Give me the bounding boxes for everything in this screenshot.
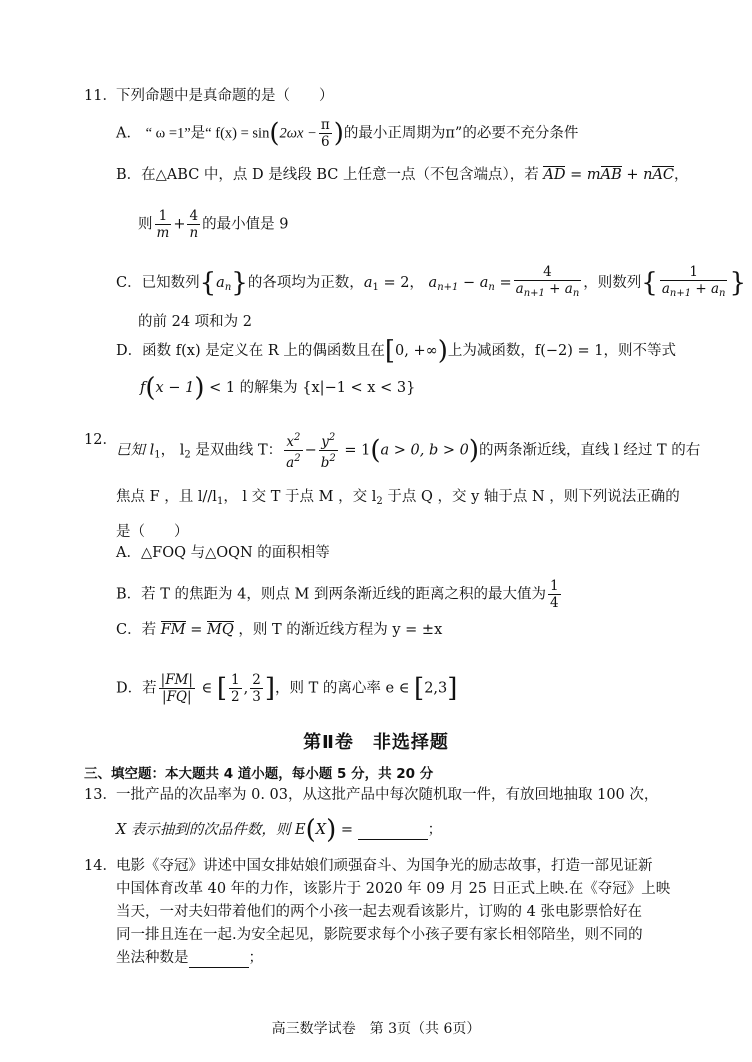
- q12-b-f-num: 1: [549, 578, 559, 594]
- q12-y2-exp: 2: [328, 432, 336, 443]
- q12-d-i-den1: 2: [231, 689, 240, 705]
- q14-number: 14．: [84, 858, 117, 874]
- q11-b-f1-num: 1: [155, 208, 172, 225]
- q11-b-vec-ad: AD: [543, 167, 566, 183]
- q12-d-i-den2: 3: [252, 689, 261, 705]
- q12-b2-exp: 2: [329, 453, 336, 464]
- q11-b-plus2: +: [173, 216, 186, 233]
- q13-line2-end: ；: [427, 822, 443, 838]
- q11-d-ineq-pre: f: [140, 380, 146, 396]
- q12-x2-exp: 2: [293, 432, 301, 443]
- part2-heading: 三、填空题：本大题共 4 道小题，每小题 5 分，共 20 分: [84, 766, 434, 782]
- q11-a-label: A．: [116, 125, 141, 142]
- q11-d-text2: 上为减函数，f(−2) = 1，则不等式: [447, 343, 676, 359]
- q12-c-label: C．: [116, 622, 142, 638]
- q11-b-comma: ，: [674, 167, 689, 183]
- q11-c-text2: 的各项均为正数，: [247, 275, 364, 291]
- q11-b-vec-ab: AB: [600, 167, 622, 183]
- q11-c-diff-sub2: n: [488, 282, 495, 293]
- q11-option-a: A． “ ω =1”是“ f(x) = sin(2ωx − $\frac{\pi}{6}$ )的最小正周期为π”的必要不充分条件: [116, 117, 579, 150]
- q11-b-text2-pre: 则: [138, 216, 153, 233]
- q11-d-text1: 函数 f(x) 是定义在 R 上的偶函数且在: [142, 343, 385, 359]
- q11-a-pre: “ ω =1”是“ f(x) = sin: [145, 125, 270, 142]
- q12-option-b: [116, 578, 563, 611]
- q12-b2: b: [320, 455, 330, 471]
- q11-c-seq2-den-sub1: n+1: [669, 288, 692, 299]
- q12-a-label: A．: [116, 545, 141, 561]
- q11-c-a1-sub: 1: [372, 282, 379, 293]
- q11-b-f1-den: m: [156, 225, 170, 241]
- q11-d-ineq-post: < 1 的解集为 {x|−1 < x < 3}: [204, 380, 416, 396]
- q12-x2: x: [286, 434, 294, 450]
- q12-b-f-den: 4: [549, 595, 559, 611]
- q11-c-seq: a: [216, 275, 225, 291]
- q14-line5: [116, 948, 263, 968]
- q12-b-label: B．: [116, 586, 142, 603]
- page-footer: 高三数学试卷 第 3页（共 6页）: [271, 1021, 481, 1037]
- q12-c-post: ，则 T 的渐近线方程为 y = ±x: [233, 622, 443, 638]
- q11-option-b-line1: [116, 165, 689, 185]
- q12-option-d: D．若 $\frac{|FM|}{|FQ|}$ ∈ [ $\frac{1}{2}$ , $\frac{2}{3}$ ]，则 T 的离心率 e ∈ [2,3]: [116, 672, 458, 705]
- q13-line2: X 表示抽到的次品件数，则 E(X) = ；: [116, 815, 443, 845]
- q11-a-frac-den: 6: [320, 134, 330, 150]
- q11-option-b-line2: [138, 208, 289, 241]
- q11-d-label: D．: [116, 343, 143, 359]
- q11-c-frac-den-a: a: [515, 281, 524, 297]
- part2-title: 第Ⅱ卷 非选择题: [303, 732, 449, 753]
- q12-d-in: ∈: [196, 680, 217, 697]
- q12-a2-exp: 2: [294, 453, 301, 464]
- q11-c-diff-sub1: n+1: [437, 282, 459, 293]
- q11-option-d-line2: f(x − 1) < 1 的解集为 {x|−1 < x < 3}: [140, 373, 416, 403]
- q11-stem: 下列命题中是真命题的是（ ）: [116, 88, 334, 104]
- q14-line5-end: ；: [248, 950, 263, 966]
- q14-line5-pre: 坐法种数是: [116, 950, 189, 966]
- q11-option-d-line1: D．函数 f(x) 是定义在 R 上的偶函数且在[0, +∞)上为减函数，f(−2) = 1，则不等式: [116, 336, 676, 366]
- q13-answer-blank: [358, 825, 428, 840]
- q11-a-post: 的最小正周期为π”的必要不充分条件: [343, 125, 579, 142]
- q11-b-text1: 在△ABC 中，点 D 是线段 BC 上任意一点（不包含端点），若: [141, 167, 544, 183]
- q14-line3: 当天，一对夫妇带着他们的两个小孩一起去观看该影片，订购的 4 张电影票恰好在: [116, 904, 642, 920]
- q11-c-diff-eq: =: [494, 275, 512, 291]
- q12-line1: 已知 $l_1$， $l_2$ 是双曲线 T： $\frac{x^2}{a^2}$ − $\frac{y^2}{b^2}$ = 1(a > 0, b > 0)的两条渐近线，直线 l 经过 T 的右: [116, 432, 701, 471]
- q11-c-label: C．: [116, 275, 142, 291]
- q11-c-frac-den-sub2: n: [572, 288, 580, 299]
- q11-number: 11．: [84, 88, 117, 104]
- q12-d-i-num2: 2: [252, 672, 261, 688]
- q11-c-frac-num: 4: [514, 264, 582, 281]
- q11-c-a1: a: [363, 275, 373, 291]
- q13-line2-eq: =: [336, 822, 358, 838]
- q12-d-f-den: |FQ|: [162, 689, 192, 705]
- q12-text3: 是（ ）: [116, 524, 189, 540]
- q11-d-interval: 0, +∞: [395, 343, 438, 359]
- q12-line2: [116, 487, 680, 512]
- q11-c-seq2-den-sub2: n: [719, 288, 726, 299]
- q13-number: 13．: [84, 787, 117, 803]
- q11-c-seq2-num: 1: [660, 264, 728, 281]
- q11-c-a1-eq: = 2，: [378, 275, 424, 291]
- q11-c-text4: 的前 24 项和为 2: [138, 314, 253, 330]
- q11-c-text1: 已知数列: [141, 275, 200, 291]
- q12-y2: y: [321, 434, 329, 450]
- q12-text1b: ， l: [160, 442, 185, 459]
- q11-option-c-line1: C．已知数列$\{a_n\}$的各项均为正数，$a_1 = 2$， $a_{n+1} - a_n$ = $\frac{4}{a_{n+1} + a_n}$ ，则数列{ $\frac{1}{a_{n+1} + a_n}$ }: [116, 264, 747, 299]
- q11-c-seq2-den-a: a: [661, 281, 670, 297]
- q12-text2: 焦点 F ，且 l//l: [116, 489, 217, 505]
- q11-a-frac-num: π: [320, 117, 330, 133]
- q11-c-frac-den-sub1: n+1: [523, 288, 545, 299]
- q11-b-eq: = m: [565, 167, 601, 183]
- q11-c-seq-sub: n: [224, 282, 232, 293]
- q11-c-seq2-den-plus: + a: [691, 281, 720, 297]
- q11-b-label: B．: [116, 167, 142, 183]
- q13-line2-pre: X 表示抽到的次品件数，则 E: [116, 822, 306, 838]
- q11-b-text2-post: 的最小值是 9: [202, 216, 289, 233]
- q11-b-plus: + n: [621, 167, 653, 183]
- q12-text1a: 已知 l: [116, 442, 155, 459]
- q12-text1b-sub: 2: [184, 449, 191, 461]
- q13-line2-arg: X: [315, 822, 327, 838]
- q12-d-i-num1: 1: [231, 672, 240, 688]
- q12-b-text: 若 T 的焦距为 4，则点 M 到两条渐近线的距离之积的最大值为: [141, 586, 546, 603]
- q12-d-post: ，则 T 的离心率 e ∈: [275, 680, 415, 697]
- q12-d-pre: 若: [142, 680, 157, 697]
- q12-text1c: 是双曲线 T：: [190, 442, 283, 459]
- q12-a2: a: [286, 455, 295, 471]
- q12-number: 12．: [84, 432, 117, 448]
- q11-a-arg: 2ωx −: [279, 125, 317, 142]
- q12-c-vec1: FM: [160, 622, 186, 638]
- q12-eq-one: = 1: [339, 442, 371, 459]
- q12-option-c: [116, 620, 442, 640]
- q12-option-a: [116, 543, 330, 563]
- q12-d-label: D．: [116, 680, 143, 697]
- q12-text2b-sub: 2: [376, 496, 383, 507]
- q13-line1: 一批产品的次品率为 0. 03，从这批产品中每次随机取一件，有放回地抽取 100 次，: [116, 787, 659, 803]
- q14-line2: 中国体育改革 40 年的力作，该影片于 2020 年 09 月 25 日正式上映.在《夺冠》上映: [116, 881, 671, 897]
- q12-text1d: 的两条渐近线，直线 l 经过 T 的右: [479, 442, 701, 459]
- q12-text2c: 于点 Q ，交 y 轴于点 N ，则下列说法正确的: [382, 489, 680, 505]
- q14-answer-blank: [189, 953, 249, 968]
- q12-text1a-sub: 1: [154, 449, 161, 461]
- q12-c-eq: =: [185, 622, 208, 638]
- q12-d-range: 2,3: [424, 680, 448, 697]
- q11-c-text3: ，则数列: [583, 275, 642, 291]
- q12-text2-sub: 1: [216, 496, 224, 507]
- q11-c-diff-minus: − a: [458, 275, 489, 291]
- q12-a-text: △FOQ 与△OQN 的面积相等: [140, 545, 330, 561]
- q14-line4: 同一排且连在一起.为安全起见，影院要求每个小孩子要有家长相邻陪坐，则不同的: [116, 927, 643, 943]
- q11-c-frac-den-plus: + a: [544, 281, 573, 297]
- q12-d-f-num: |FM|: [160, 672, 193, 688]
- q11-d-ineq-arg: x − 1: [155, 380, 195, 396]
- q12-text2b: ， l 交 T 于点 M ，交 l: [223, 489, 377, 505]
- q14-line1: 电影《夺冠》讲述中国女排姑娘们顽强奋斗、为国争光的励志故事，打造一部见证新: [116, 858, 653, 874]
- q11-b-f2-num: 4: [187, 208, 200, 225]
- q11-b-vec-ac: AC: [652, 167, 675, 183]
- q12-c-vec2: MQ: [207, 622, 234, 638]
- q11-b-f2-den: n: [189, 225, 199, 241]
- q11-c-diff-a: a: [428, 275, 438, 291]
- q12-c-pre: 若: [141, 622, 161, 638]
- q12-cond: a > 0, b > 0: [380, 442, 469, 459]
